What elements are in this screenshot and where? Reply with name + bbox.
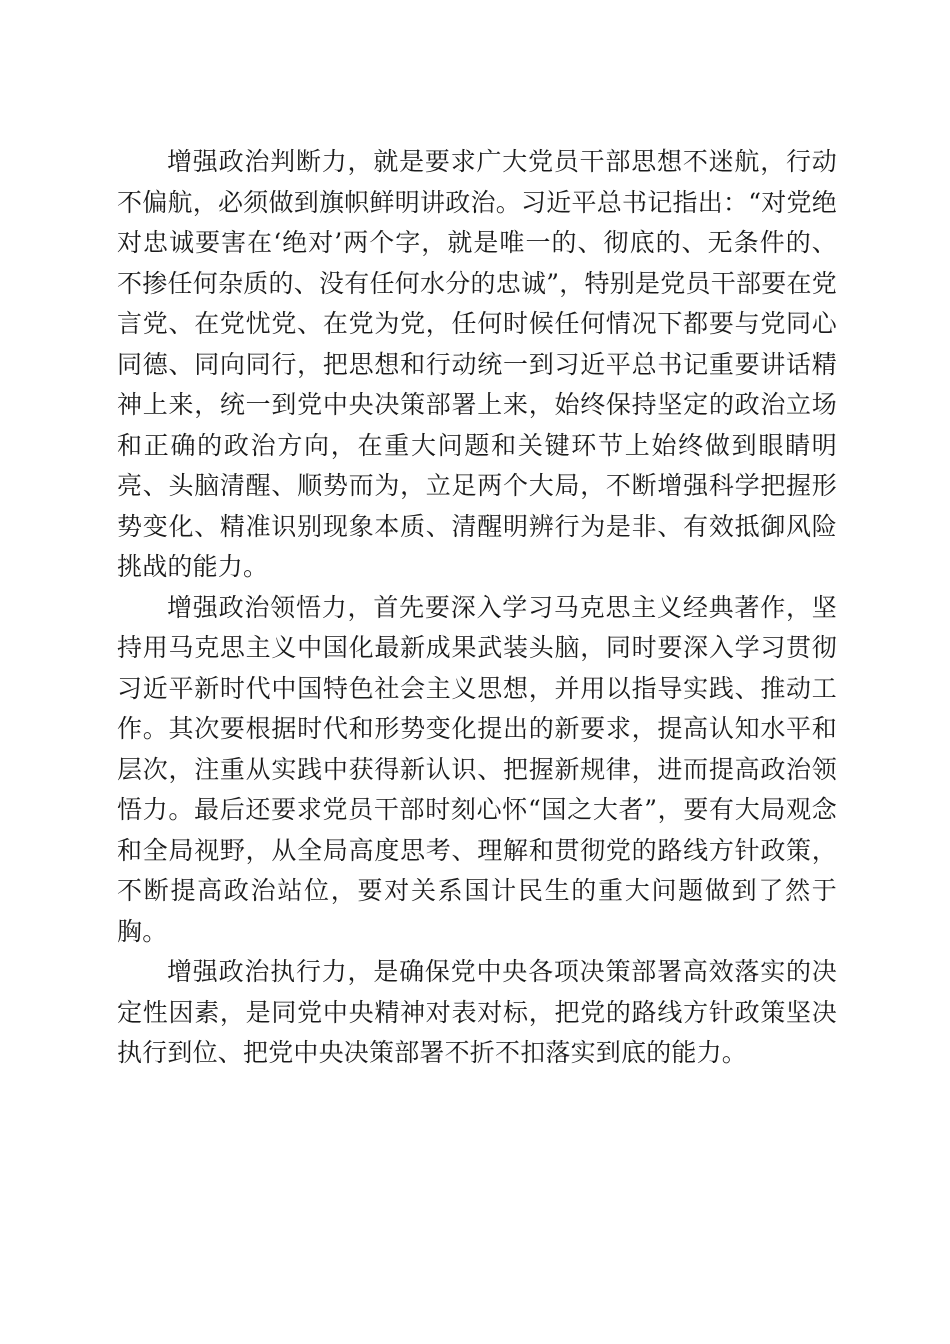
paragraph-political-execution: 增强政治执行力，是确保党中央各项决策部署高效落实的决定性因素，是同党中央精神对表对标，把党的路线方针政策坚决执行到位、把党中央决策部署不折不扣落实到底的能力。 — [117, 957, 837, 1067]
paragraph-political-comprehension: 增强政治领悟力，首先要深入学习马克思主义经典著作，坚持用马克思主义中国化最新成果武装头脑，同时要深入学习贯彻习近平新时代中国特色社会主义思想，并用以指导实践、推动工作。其次要根据时代和形势变化提出的新要求，提高认知水平和层次，注重从实践中获得新认识、把握新规律，进而提高政治领悟力。最后还要求党员干部时刻心怀“国之大者”，要有大局观念和全局视野，从全局高度思考、理解和贯彻党的路线方针政策，不断提高政治站位，要对关系国计民生的重大问题做到了然于胸。 — [117, 592, 837, 946]
document-body — [117, 142, 837, 1074]
paragraph-political-judgment: 增强政治判断力，就是要求广大党员干部思想不迷航，行动不偏航，必须做到旗帜鲜明讲政治。习近平总书记指出：“对党绝对忠诚要害在‘绝对’两个字，就是唯一的、彻底的、无条件的、不掺任何杂质的、没有任何水分的忠诚”，特别是党员干部要在党言党、在党忧党、在党为党，任何时候任何情况下都要与党同心同德、同向同行，把思想和行动统一到习近平总书记重要讲话精神上来，统一到党中央决策部署上来，始终保持坚定的政治立场和正确的政治方向，在重大问题和关键环节上始终做到眼睛明亮、头脑清醒、顺势而为，立足两个大局，不断增强科学把握形势变化、精准识别现象本质、清醒明辨行为是非、有效抵御风险挑战的能力。 — [117, 147, 837, 581]
